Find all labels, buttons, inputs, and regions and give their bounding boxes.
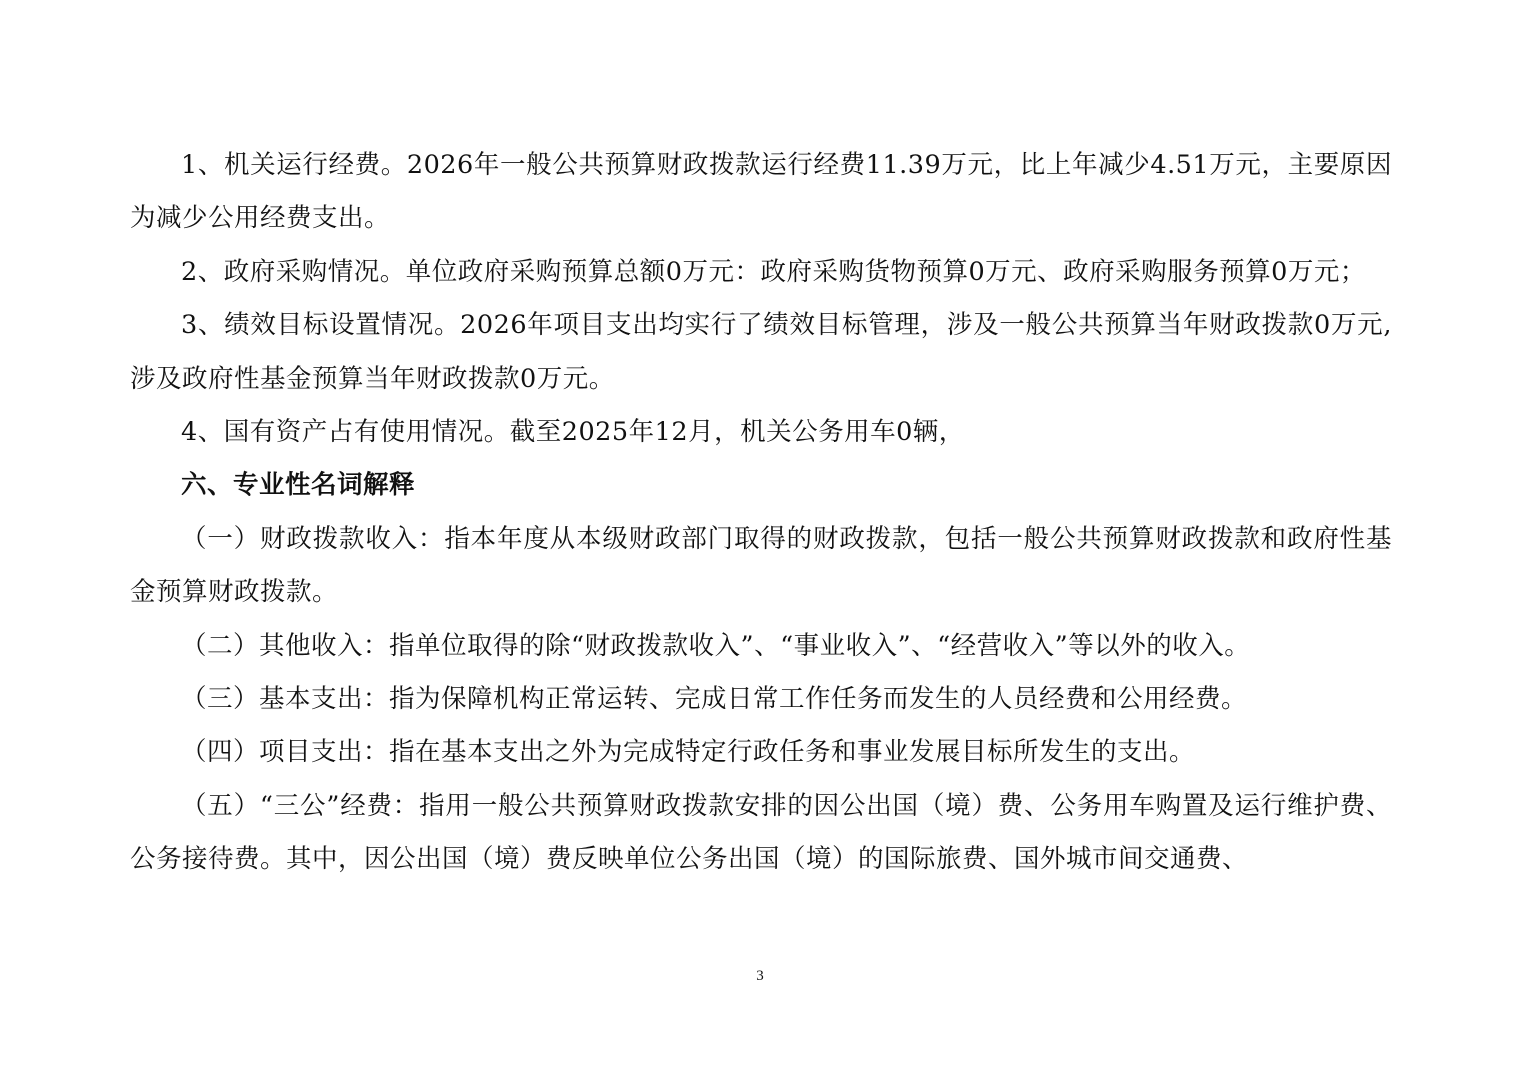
term-fiscal-appropriation-income: （一）财政拨款收入：指本年度从本级财政部门取得的财政拨款，包括一般公共预算财政拨款和政府性基金预算财政拨款。 xyxy=(130,523,1392,608)
paragraph-operating-expenses: 1、机关运行经费。2026年一般公共预算财政拨款运行经费11.39万元，比上年减少4.51万元，主要原因为减少公用经费支出。 xyxy=(130,150,1392,234)
term-three-public-expenses: （五）“三公”经费：指用一般公共预算财政拨款安排的因公出国（境）费、公务用车购置及运行维护费、公务接待费。其中，因公出国（境）费反映单位公务出国（境）的国际旅费、国外城市间交通费、 xyxy=(130,790,1392,875)
page-number: 3 xyxy=(756,968,764,984)
document-body xyxy=(130,139,1392,887)
section-heading-terms: 六、专业性名词解释 xyxy=(181,470,416,501)
term-basic-expenditure: （三）基本支出：指为保障机构正常运转、完成日常工作任务而发生的人员经费和公用经费。 xyxy=(181,684,1248,715)
paragraph-state-assets: 4、国有资产占有使用情况。截至2025年12月，机关公务用车0辆， xyxy=(181,417,965,448)
term-other-income: （二）其他收入：指单位取得的除“财政拨款收入”、“事业收入”、“经营收入”等以外的收入。 xyxy=(181,630,1251,661)
term-project-expenditure: （四）项目支出：指在基本支出之外为完成特定行政任务和事业发展目标所发生的支出。 xyxy=(181,737,1196,768)
paragraph-government-procurement: 2、政府采购情况。单位政府采购预算总额0万元：政府采购货物预算0万元、政府采购服务预算0万元； xyxy=(181,256,1366,287)
paragraph-performance-targets: 3、绩效目标设置情况。2026年项目支出均实行了绩效目标管理，涉及一般公共预算当年财政拨款0万元,涉及政府性基金预算当年财政拨款0万元。 xyxy=(130,310,1392,394)
